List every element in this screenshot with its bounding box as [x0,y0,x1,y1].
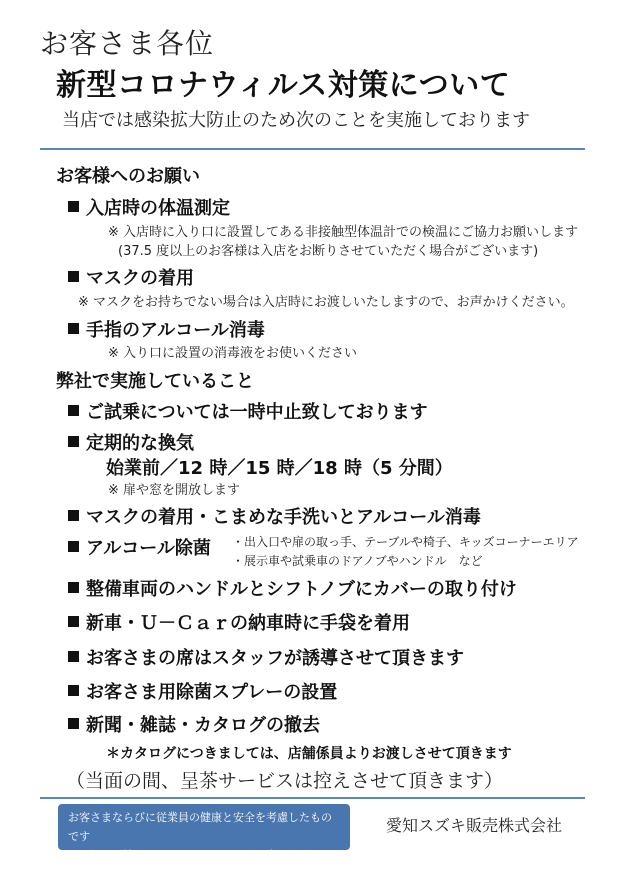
measure-item [68,429,194,455]
page-title: 新型コロナウィルス対策について [56,68,511,103]
square-bullet-icon [68,271,79,282]
square-bullet-icon [68,323,79,334]
measure-item-label: 新聞・雑誌・カタログの撤去 [86,715,320,736]
request-note: ※ 入店時に入り口に設置してある非接触型体温計での検温にご協力お願いします [108,225,579,240]
measure-item-label: お客さまの席はスタッフが誘導させて頂きます [86,648,464,669]
catalog-note: ＊カタログにつきましては、店舗係員よりお渡しさせて頂きます [106,746,512,762]
request-note: (37.5 度以上のお客様は入店をお断りさせていただく場合がございます) [118,244,539,259]
request-item-label: 入店時の体温測定 [86,198,230,219]
square-bullet-icon [68,582,79,593]
square-bullet-icon [68,541,79,552]
greeting: お客さま各位 [40,27,215,60]
company-name: 愛知スズキ販売株式会社 [386,816,563,835]
disinfection-detail: ・展示車や試乗車のドアノブやハンドル など [232,554,483,568]
disinfection-detail: ・出入口や扉の取っ手、テーブルや椅子、キッズコーナーエリア [232,535,579,549]
measure-item-label: 整備車両のハンドルとシフトノブにカバーの取り付け [86,579,517,600]
tea-service-notice: （当面の間、呈茶サービスは控えさせて頂きます） [66,770,504,792]
measure-item-label: マスクの着用・こまめな手洗いとアルコール消毒 [86,507,481,528]
measure-item [68,398,428,424]
request-item-sanitize [68,316,265,342]
square-bullet-icon [68,651,79,662]
measure-item [68,711,320,737]
measure-item [68,534,211,560]
footer-message-box [58,804,350,862]
bottom-divider [40,797,585,799]
measure-item [68,503,481,529]
measure-item-label: お客さま用除菌スプレーの設置 [86,682,338,703]
request-note: ※ 入り口に設置の消毒液をお使いください [108,346,358,361]
measure-item-label: 定期的な換気 [86,433,194,454]
customer-requests-heading: お客様へのお願い [56,166,200,187]
measure-item [68,644,464,670]
top-divider [40,148,585,150]
square-bullet-icon [68,685,79,696]
square-bullet-icon [68,510,79,521]
measure-item [68,678,337,704]
square-bullet-icon [68,405,79,416]
request-item-label: マスクの着用 [86,268,194,289]
measure-item-label: ご試乗については一時中止致しております [86,402,428,423]
measure-item [68,609,410,635]
ventilation-schedule: 始業前／12 時／15 時／18 時（5 分間） [106,458,453,479]
square-bullet-icon [68,201,79,212]
square-bullet-icon [68,616,79,627]
footer-line: ご理解とご協力のほど、よろしくお願い申し上げます [68,849,332,862]
request-item-label: 手指のアルコール消毒 [86,320,265,341]
ventilation-note: ※ 扉や窓を開放します [108,483,241,498]
measure-item [68,575,517,601]
square-bullet-icon [68,436,79,447]
measure-item-label: アルコール除菌 [86,538,211,559]
page-subtitle: 当店では感染拡大防止のため次のことを実施しております [62,110,530,131]
company-measures-heading: 弊社で実施していること [56,371,254,392]
square-bullet-icon [68,718,79,729]
request-item-mask [68,264,194,290]
footer-line: お客さまならびに従業員の健康と安全を考慮したものです [68,811,332,843]
measure-item-label: 新車・Ｕ－Ｃａｒの納車時に手袋を着用 [86,613,410,634]
request-item-temperature [68,194,230,220]
request-note: ※ マスクをお持ちでない場合は入店時にお渡しいたしますので、お声かけください。 [78,295,574,310]
